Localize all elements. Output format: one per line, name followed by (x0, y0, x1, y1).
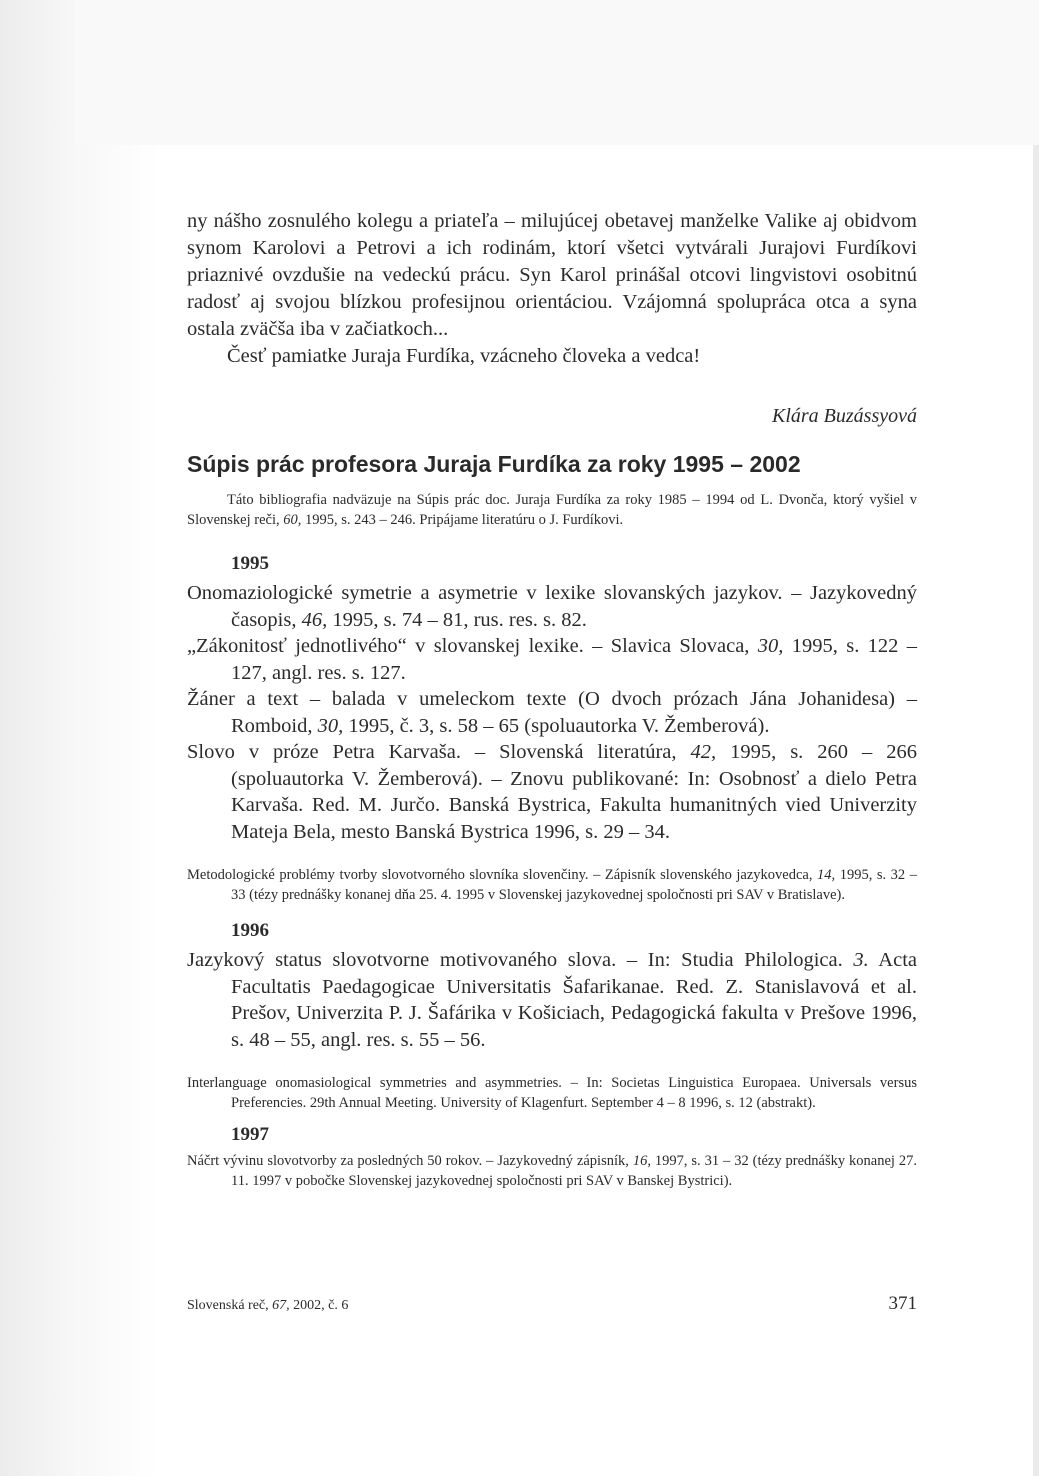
page-number: 371 (888, 1293, 917, 1314)
closing-line: Česť pamiatke Juraja Furdíka, vzácneho človeka a vedca! (227, 345, 701, 367)
bib-entry: Slovo v próze Petra Karvaša. – Slovenská literatúra, 42, 1995, s. 260 – 266 (spoluautorka V. Žemberová). – Znovu publikované: In: Osobnosť a dielo Petra Karvaša. Red. M. Jurčo. Banská Bystrica, Fakulta humanitných vied Univerzity Mateja Bela, mesto Banská Bystrica 1996, s. 29 – 34. (187, 741, 918, 843)
bib-entry-small: Interlanguage onomasiological symmetries and asymmetries. – In: Societas Linguistica Europaea. Universals versus Preferencies. 29th Annual Meeting. University of Klagenfurt. September 4 – 8 1996, s. 12 (abstrakt). (187, 1075, 917, 1111)
bib-entry: Žáner a text – balada v umeleckom texte (O dvoch prózach Jána Johanidesa) – Romboid, 30, 1995, č. 3, s. 58 – 65 (spoluautorka V. Žemberová). (187, 688, 917, 737)
section-title: Súpis prác profesora Juraja Furdíka za roky 1995 – 2002 (187, 451, 801, 477)
year-heading-1996: 1996 (231, 920, 269, 941)
journal-citation: Slovenská reč, 67, 2002, č. 6 (187, 1298, 349, 1313)
year-heading-1995: 1995 (231, 553, 269, 574)
year-heading-1997: 1997 (231, 1124, 269, 1145)
bib-entry: Onomaziologické symetrie a asymetrie v lexike slovanských jazykov. – Jazykovedný časopis, 46, 1995, s. 74 – 81, rus. res. s. 82. (187, 582, 917, 631)
scan-shade-top (75, 0, 1039, 145)
bib-entry-small: Metodologické problémy tvorby slovotvorného slovníka slovenčiny. – Zápisník slovenského jazykovedca, 14, 1995, s. 32 – 33 (tézy prednášky konanej dňa 25. 4. 1995 v Slovenskej jazykovednej spoločnosti pri SAV v Bratislave). (187, 867, 917, 903)
author-signature: Klára Buzássyová (772, 405, 917, 427)
bib-entry-small: Náčrt vývinu slovotvorby za posledných 50 rokov. – Jazykovedný zápisník, 16, 1997, s. 31 – 32 (tézy prednášky konanej 27. 11. 1997 v pobočke Slovenskej jazykovednej spoločnosti pri SAV v Banskej Bystrici). (187, 1153, 917, 1189)
bib-entry: „Zákonitosť jednotlivého“ v slovanskej lexike. – Slavica Slovaca, 30, 1995, s. 122 – 127, angl. res. s. 127. (187, 635, 917, 684)
obituary-paragraph: ny nášho zosnulého kolegu a priateľa – milujúcej obetavej manželke Valike aj obidvom synom Karolovi a Petrovi a ich rodinám, ktorí všetci vytvárali Jurajovi Furdíkovi priaznivé ovzdušie na vedeckú prácu. Syn Karol prinášal otcovi lingvistovi osobitnú radosť aj svojou blízkou profesijnou orientáciou. Vzájomná spolupráca otca a syna ostala zväčša iba v začiatkoch... (187, 210, 917, 340)
bibliography-intro: Táto bibliografia nadväzuje na Súpis prác doc. Juraja Furdíka za roky 1985 – 1994 od L. Dvonča, ktorý vyšiel v Slovenskej reči, 60, 1995, s. 243 – 246. Pripájame literatúru o J. Furdíkovi. (187, 492, 917, 528)
scan-shade-right (1033, 145, 1039, 1476)
page-content (187, 208, 917, 1191)
bib-entry: Jazykový status slovotvorne motivovaného slova. – In: Studia Philologica. 3. Acta Facultatis Paedagogicae Universitatis Šafarikanae. Red. Z. Stanislavová et al. Prešov, Univerzita P. J. Šafárika v Košiciach, Pedagogická fakulta v Prešove 1996, s. 48 – 55, angl. res. s. 55 – 56. (187, 949, 917, 1051)
